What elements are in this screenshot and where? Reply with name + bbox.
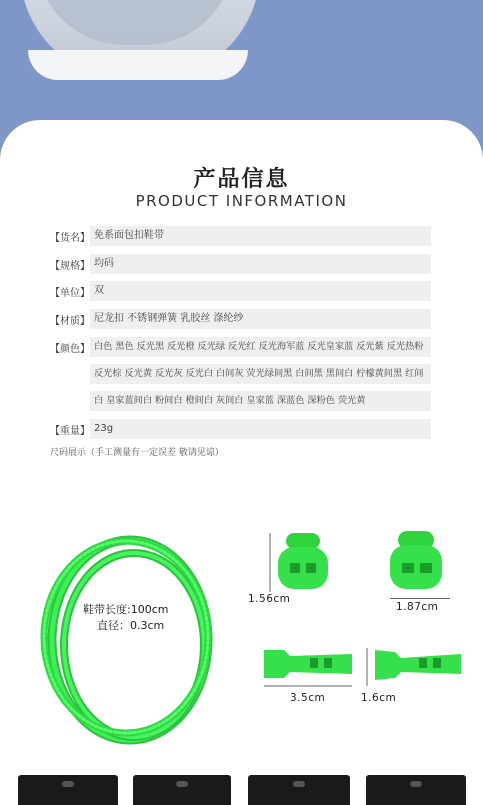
weight-value: 23g [90,419,431,439]
package-image [248,775,350,805]
package-image [18,775,118,805]
shoe-sole [28,50,248,80]
lock-hole [306,563,316,573]
size-note: 尺码展示（手工测量有一定误差 敬请见谅） [50,448,224,458]
material-value: 尼龙扣 不锈钢弹簧 乳胶丝 涤纶纱 [90,309,431,329]
lace-coil-image [30,525,230,775]
tip-body [375,650,461,680]
lock-height-label: 1.56cm [248,593,291,605]
item-value: 免系面包扣鞋带 [90,226,431,246]
info-row-unit [50,281,431,301]
lace-tip-image [260,640,360,690]
info-row-size [50,254,431,274]
tip-body [264,650,352,678]
tip-length-label: 3.5cm [290,692,326,704]
color-line: 反光棕 反光黄 反光灰 反光白 白间灰 荧光绿间黑 白间黑 黑间白 柠檬黄间黑 红间 [90,364,431,384]
tip-slot [310,658,318,668]
info-row-item [50,226,431,246]
section-title-cn: 产品信息 [193,167,290,192]
tip-slot [419,658,427,668]
lock-hole [402,563,414,573]
color-label: 【颜色】 [50,344,90,355]
package-image [133,775,231,805]
unit-value: 双 [90,281,431,301]
lace-length-label: 鞋带长度:100cm [83,603,169,616]
cord-lock-front-image [266,527,336,597]
lace-tip-angled-image [365,640,465,690]
lock-body [278,547,328,589]
info-row-weight [50,419,431,439]
weight-label: 【重量】 [50,426,90,437]
lock-cap [286,533,320,549]
package-image [366,775,466,805]
dimension-line [390,598,450,599]
lock-width-label: 1.87cm [396,601,439,613]
unit-label: 【单位】 [50,288,90,299]
lock-hole [290,563,300,573]
tip-slot [433,658,441,668]
material-label: 【材质】 [50,316,90,327]
lock-body [390,545,442,589]
size-value: 均码 [90,254,431,274]
color-line: 白色 黑色 反光黑 反光橙 反光绿 反光红 反光海军蓝 反光皇家蓝 反光紫 反光热粉 [90,337,431,357]
section-title-en: PRODUCT INFORMATION [135,192,348,210]
cord-lock-side-image [380,527,450,597]
color-line: 白 皇家蓝间白 粉间白 橙间白 灰间白 皇家蓝 深蓝色 深粉色 荧光黄 [90,391,431,411]
item-label: 【货名】 [50,233,90,244]
lock-hole [420,563,432,573]
package-hang-hole [176,781,188,787]
package-hang-hole [62,781,74,787]
tip-width-label: 1.6cm [361,692,397,704]
package-hang-hole [293,781,305,787]
tip-slot [324,658,332,668]
lace-diameter-label: 直径：0.3cm [97,619,165,632]
info-row-material [50,309,431,329]
package-hang-hole [410,781,422,787]
size-label: 【规格】 [50,261,90,272]
